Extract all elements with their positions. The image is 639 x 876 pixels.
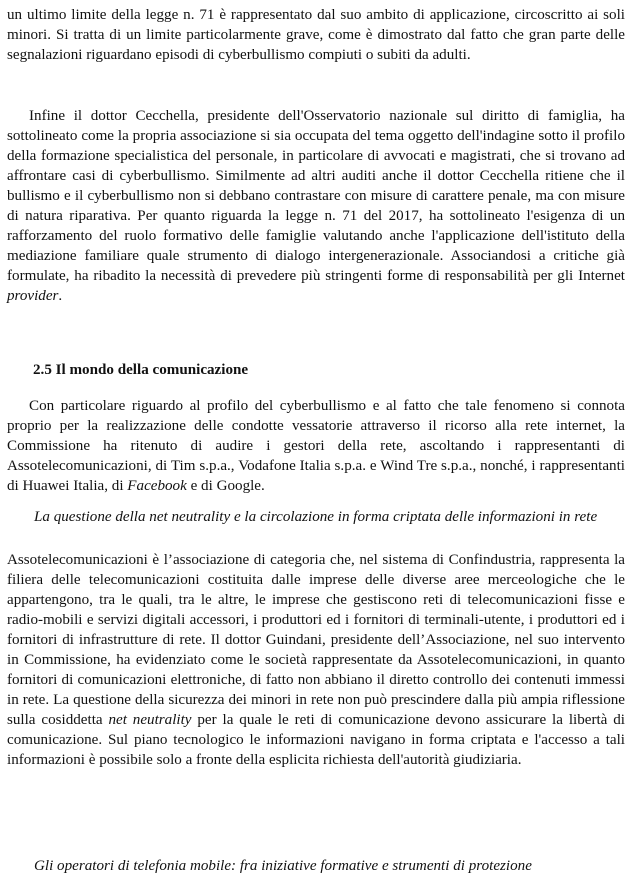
italic-net-neutrality: net neutrality: [108, 712, 192, 728]
paragraph-assotelecomunicazioni: Assotelecomunicazioni è l’associazione di categoria che, nel sistema di Confindustria, rappresenta la filiera delle telecomunicazioni costituita dalle imprese delle diverse aree merceologiche che le appartengono, tra le quali, tra le altre, le imprese che gestiscono reti di telecomunicazioni fisse e radio-mobili e servizi digitali accessori, i produttori ed i fornitori di terminali-utente, i produttori ed i fornitori di infrastrutture di rete. Il dottor Guindani, presidente dell’Associazione, nel suo intervento in Commissione, ha evidenziato come le società rappresentate da Assotelecomunicazioni, in quanto fornitori di comunicazioni elettroniche, di fatto non abbiano il diretto controllo dei contenuti immessi in rete. La questione della sicurezza dei minori in rete non può prescindere dalla più ampia riflessione sulla cosiddetta net neutrality per la quale le reti di comunicazione devono assicurare la libertà di comunicazione. Sul piano tecnologico le informazioni navigano in forma criptata e l'accesso a tali informazioni è possibile solo a fronte della esplicita richiesta dell'autorità giudiziaria.: [7, 552, 625, 768]
subheading-net-neutrality: La questione della net neutrality e la circolazione in forma criptata delle informazioni in rete: [34, 509, 598, 525]
italic-provider: provider: [7, 288, 59, 304]
paragraph-cecchella: Infine il dottor Cecchella, presidente dell'Osservatorio nazionale sul diritto di famiglia, ha sottolineato come la propria associazione si sia occupata del tema oggetto dell'indagine sotto il profilo della formazione specialistica del personale, in particolare di avvocati e magistrati, che si trovano ad affrontare casi di cyberbullismo. Similmente ad altri auditi anche il dottor Cecchella ritiene che il bullismo e il cyberbullismo non si debbano contrastare con misure di carattere penale, ma con misure di natura riparativa. Per quanto riguarda la legge n. 71 del 2017, ha sottolineato l'esigenza di un rafforzamento del ruolo formativo delle famiglie valutando anche l'applicazione dell'istituto della mediazione familiare quale strumento di dialogo intergenerazionale. Associandosi a critiche già formulate, ha ribadito la necessità di prevedere più stringenti forme di responsabilità per gli Internet provider.: [7, 108, 625, 304]
paragraph-network-operators: Con particolare riguardo al profilo del cyberbullismo e al fatto che tale fenomeno si connota proprio per la realizzazione delle condotte vessatorie attraverso il ricorso alla rete internet, la Commissione ha ritenuto di audire i gestori della rete, ascoltando i rappresentanti di Assotelecomunicazioni, di Tim s.p.a., Vodafone Italia s.p.a. e Wind Tre s.p.a., nonché, i rappresentanti di Huawei Italia, di Facebook e di Google.: [7, 398, 625, 494]
section-heading: 2.5 Il mondo della comunicazione: [33, 362, 249, 378]
subheading-mobile-operators: Gli operatori di telefonia mobile: fra iniziative formative e strumenti di protezione: [34, 858, 532, 874]
paragraph-limits-of-law: un ultimo limite della legge n. 71 è rappresentato dal suo ambito di applicazione, circoscritto ai soli minori. Si tratta di un limite particolarmente grave, come è dimostrato dal fatto che gran parte delle segnalazioni riguardano episodi di cyberbullismo compiuti o subiti da adulti.: [7, 7, 625, 63]
italic-facebook: Facebook: [127, 478, 187, 494]
